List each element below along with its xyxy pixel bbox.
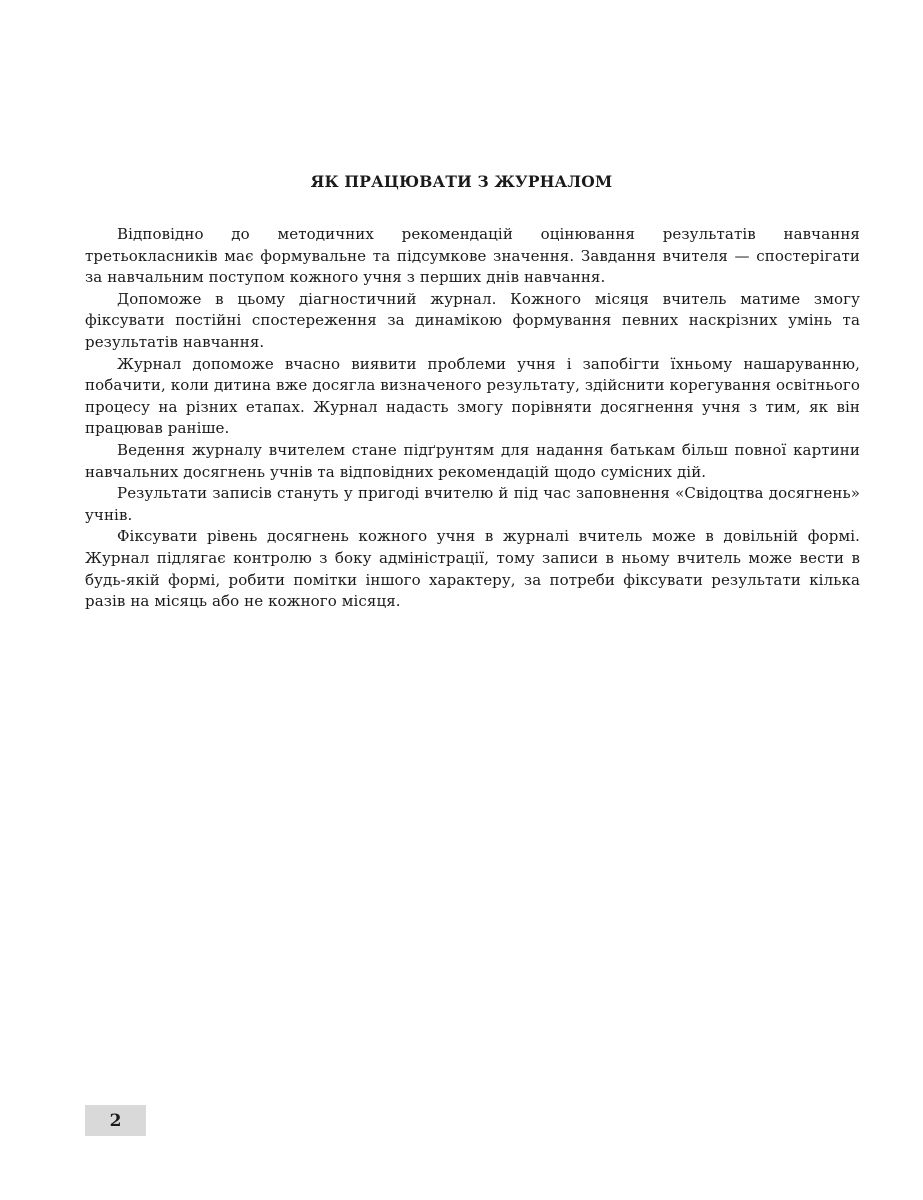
paragraph: Допоможе в цьому діагностичний журнал. Кожного місяця вчитель матиме змогу фіксувати постійні спостереження за динамікою формування певних наскрізних умінь та результатів навчання. bbox=[85, 289, 860, 351]
paragraph: Фіксувати рівень досягнень кожного учня в журналі вчитель може в довільній формі. Журнал підлягає контролю з боку адміністрації, тому записи в ньому вчитель може вести в будь-якій формі, робити помітки іншого характеру, за потреби фіксувати результати кілька разів на місяць або не кожного місяця. bbox=[85, 527, 860, 611]
paragraph: Відповідно до методичних рекомендацій оцінювання результатів навчання третьокласників має формувальне та підсумкове значення. Завдання вчителя — спостерігати за навчальним поступом кожного учня з перших днів навчання. bbox=[85, 225, 860, 287]
page-title: ЯК ПРАЦЮВАТИ З ЖУРНАЛОМ bbox=[310, 172, 613, 191]
paragraph: Ведення журналу вчителем стане підґрунтям для надання батькам більш повної картини навчальних досягнень учнів та відповідних рекомендацій щодо сумісних дій. bbox=[85, 440, 860, 481]
paragraph: Журнал допоможе вчасно виявити проблеми учня і запобігти їхньому нашаруванню, побачити, коли дитина вже досягла визначеного результату, здійснити корегування освітнього процесу на різних етапах. Журнал надасть змогу порівняти досягнення учня з тим, як він працював раніше. bbox=[85, 354, 860, 438]
page-number-box bbox=[85, 1105, 146, 1136]
paragraph: Результати записів стануть у пригоді вчителю й під час заповнення «Свідоцтва досягнень» учнів. bbox=[85, 484, 860, 524]
body-text bbox=[85, 224, 860, 613]
page-number: 2 bbox=[109, 1110, 122, 1131]
